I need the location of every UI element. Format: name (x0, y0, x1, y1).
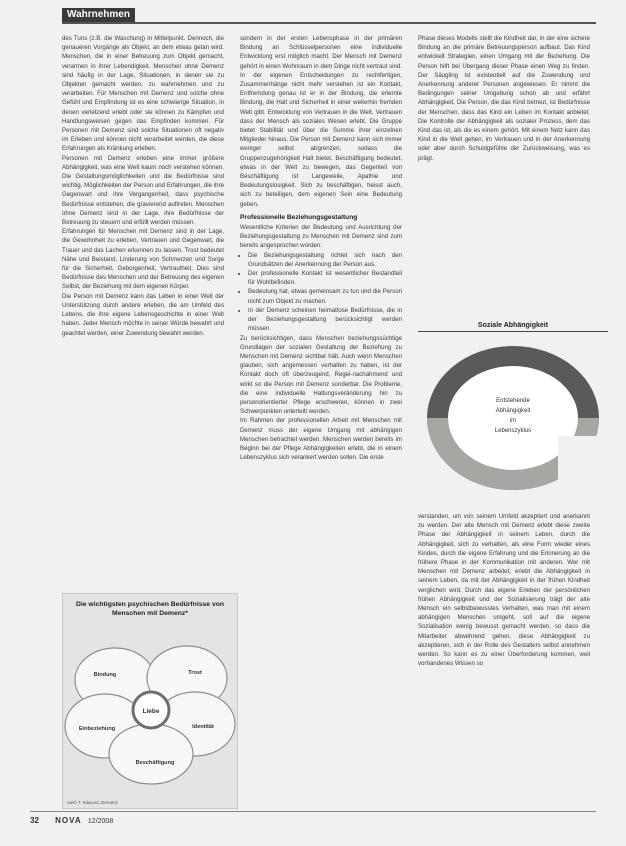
column-2 (240, 34, 402, 462)
col2-paragraph-1: sondern in der ersten Lebensphase in der primären Bindung an Schlüsselpersonen eine individuelle Entwicklung erst möglich macht. Der Mensch mit Demenz gehört in einen Wohnraum in dem Dinge nicht vertraut sind. In der eigenen Entscheidungen zu rechtfertigen, Zusammenhänge nicht mehr verstehen ist ein Kontakt, Entfremdung genau ist er in der Bindung, die erlernte Bindung, die Halt und Sicherheit in einer weiterhin fremden Welt gibt. Entwicklung von Vertrauen in die Welt, Vertrauen dass der Mensch als soziales Wesen erlebt. Die Gruppe bietet Stabilität und über die Summe ihrer einzelnen Mitglieder hinaus. Die Person mit Demenz kann sich immer weniger selbst abgrenzen, sodass die Gruppenzugehörigkeit Halt bietet. Beschäftigung bedeutet, etwas in der Welt zu bewegen, das Gegenteil von Beschäftigung ist Langeweile, Apathie und Bedeutungslosigkeit. Sich zu beschäftigen, heisst auch, sich zu beteiligen, dem eigenen Sein eine Bedeutung geben. (240, 35, 402, 208)
needs-infobox-credit: nach T. Kitwood, Demenz (67, 800, 118, 805)
needs-infobox-title: Die wichtigsten psychischen Bedürfnisse von Menschen mit Demenz* (75, 601, 225, 617)
col2-heading: Professionelle Beziehungsgestaltung (240, 213, 358, 221)
list-item: • In der Demenz scheinen heimatlose Bedürfnisse, die in der Beziehungsgestaltung berücksichtigt werden müssen. (248, 306, 402, 334)
ellipse-line-4: Lebenszyklus (494, 428, 532, 434)
col1-paragraph-3: Erfahrungen für Menschen mit Demenz sind in der Lage, die Gewohnheit zu erleben, Vertrauen und Gegenwart, die Trauer und das Lachen erkennen zu lassen. Trost bedeutet Nähe und Beistand, Linderung von Schmerzen und Sorge für die Sicherheit, Geborgenheit, Vertrautheit. Dies sind Bedürfnisse des Menschen und der Betreuung des eigenen Selbst, der Beziehung mit dem eigenen Körper. (62, 228, 224, 291)
page-number: 32 (30, 816, 39, 825)
needs-flower-diagram (63, 618, 237, 798)
column-1 (62, 34, 224, 338)
center-label: Liebe (142, 708, 160, 715)
col2-paragraph-3: Zu berücksichtigen, dass Menschen beziehungssüchtige Grundlagen der sozialen Gestaltung der Beziehung zu Menschen mit Demenz sichtbar hält. Auch wenn Menschen glauben, sich angemessen verhalten zu haben, ist der Kontakt doch oft überzeugend, Regel-nachahmend und wirkt so die Person mit Demenz sonderbar. Die Probleme, die eine individuelle Haltungsveränderung hin zu personorientierter Pflege erschweren, können in zwei Schwerpunkten unterteilt werden. (240, 334, 402, 416)
list-item: • Der professionelle Kontakt ist wesentlicher Bestandteil für Wohlbefinden. (248, 269, 402, 287)
col3-paragraph-1: Phase dieses Modells stellt die Kindheit dar, in der eine sichere Bindung an die primäre Betreuungsperson aufbaut. Das Kind entwickelt Strategien, einen Umgang mit der Beziehung. Die Person hilft bei Übergang dieser Phase einen Weg zu finden. Der Säugling ist existentiell auf die Zuwendung und Anerkennung anderer Personen angewiesen. Er nimmt die Bedingungen seiner Umgebung schon ab und erfährt Abhängigkeit, Die Person, die das Kind betreut, ist Bedürfnisse der Menschen, dass das Kind ein Leben im Kontakt anbietet. Die Kontrolle der Abhängigkeit als sozialer Prozess, dem das Kind das ist, als die es einem gehört. Mit einem Netz kann das Kind in die Welt gehen, im Vertrauen und in der Anerkennung oder aber durch Schuldgefühle der Zurückweisung, was es prägt. (418, 35, 590, 162)
column-3 (418, 34, 590, 163)
col1-paragraph-1: des Tuns (z.B. die Waschung) in Mittelpunkt. Dennoch, die genaueren Vorgänge als Objekt, an dem etwas getan wird. Menschen, die in einer Betreuung zum Objekt gemacht, verarmen in ihrer Lebendigkeit. Menschen ohne Demenz sind häufig in der Lage, Situationen, in denen sie zu Objekten gemacht werden, zu wahrnehmen und zu verarbeiten. Für Menschen mit Demenz und solche ohne Gefühl und Empfindung ist es eine schwierige Situation, in denen verletzend erlebt oder sie können zu Kämpfen und Handlungsweisen gegen das Empfinden kommen. Für Personen mit Demenz sind solche Situationen oft negativ im Erleben und können nicht verarbeitet werden, die diese Erfahrungen als Kränkung erleben. (62, 35, 224, 153)
dependency-infobox-title: Soziale Abhängigkeit (418, 322, 608, 332)
magazine-name: NOVA (55, 816, 82, 825)
ellipse-line-2: Abhängigkeit (495, 408, 531, 414)
ellipse-line-1: Entstehende (496, 398, 530, 404)
col1-paragraph-2: Personen mit Demenz erleben eine immer größere Abhängigkeit, was eine Welt kaum noch verstehen können. Die Gestaltungsmöglichkeiten und die Bedürfnisse sind wichtig. Möglichkeiten der Person und Erfahrungen, die ihre Gegenwart und ihre Vergangenheit, dass psychische Bedürfnisse entstehen, die gravierend auftreten. Menschen ohne Demenz sind in der Lage, ihre Bedürfnisse der Betreuung zu steuern und erfüllt werden müssen. (62, 154, 224, 227)
label-bindung: Bindung (93, 672, 117, 678)
label-trost: Trost (188, 670, 202, 676)
column-3-continued (418, 512, 590, 668)
label-identitaet: Identität (192, 724, 214, 730)
col1-paragraph-4: Die Person mit Demenz kann das Leben in einer Welt der Unterstützung durch andere erleben, die am Umfeld des Lebens, die ihre eigene Lebensgeschichte in einer Welt haben. Jeder Mensch möchte in seiner Würde bewahrt und geachtet werden, einer Zuwendung bewahrt werden. (62, 292, 224, 337)
footer-rule (30, 811, 596, 812)
label-einbeziehung: Einbeziehung (78, 726, 116, 732)
page-footer (30, 816, 113, 825)
dependency-infobox (418, 322, 608, 508)
petal-beschaeftigung (109, 724, 193, 784)
col2-paragraph-2: Wesentliche Kriterien der Bedeutung und Ausrichtung der Beziehungsgestaltung zu Menschen mit Demenz sind zum bereits angesprochen worden: (240, 224, 402, 250)
label-beschaeftigung: Beschäftigung (135, 760, 175, 766)
col2-paragraph-4: Im Rahmen der professionellen Arbeit mit Menschen mit Demenz muss der eigene Umgang mit abhängigen Menschen betrachtet werden. Menschen werden bereits im Beginn bei der Pflege Abhängigkeiten erlebt, die in einem Lebenszyklus sich verankert werden sollen. Die erste (240, 417, 402, 462)
header-rule (62, 22, 596, 24)
ellipse-line-3: im (509, 418, 517, 424)
col2-bullet-list (240, 251, 402, 334)
dependency-ring-diagram (418, 336, 608, 506)
col3-paragraph-2: verstanden, um von seinem Umfeld akzeptiert und anerkannt zu werden. Der alte Mensch mit Demenz erlebt diese zweite Phase der Abhängigkeit in seinem Leben, durch die Abhängigkeit, sich zu verhalten, als eine Form wieder eines Kindes, durch die eigene Erfahrung und die Erinnerung an die frühere Phase in der Kommunikation mit anderen. Wer mit Menschen mit Demenz arbeitet, erlebt die Abhängigkeit in seinem Leben, da mit der Abhängigkeit in der frühen Kindheit verglichen wird. Durch das eigene Erleben der persönlichen frühen Abhängigkeit und der Sozialisierung trägt der alte Mensch ein selbstbewusstes Verhalten, was man mit einem abhängigen Menschen umgeht, soll auf die eigene Sozialisation wenig bewusst gemacht werden, so dass die Mitarbeiter abwehrend gehen, diese Abhängigkeit zu akzeptieren, sich in der Rolle des Gestalters selbst annehmen werden. So kann es zu einer Überforderung kommen, weil vorhandenes Wissen so (418, 513, 590, 668)
section-tag: Wahrnehmen (62, 8, 135, 22)
issue-number: 12/2008 (87, 818, 114, 825)
ring-gap (558, 436, 602, 490)
list-item: • Bedeutung hat, etwas gemeinsam zu tun und die Person nicht zum Objekt zu machen. (248, 287, 402, 305)
list-item: • Die Beziehungsgestaltung richtet sich nach den Grundsätzen der Anerkennung der Person aus. (248, 251, 402, 269)
needs-infobox (62, 593, 238, 809)
